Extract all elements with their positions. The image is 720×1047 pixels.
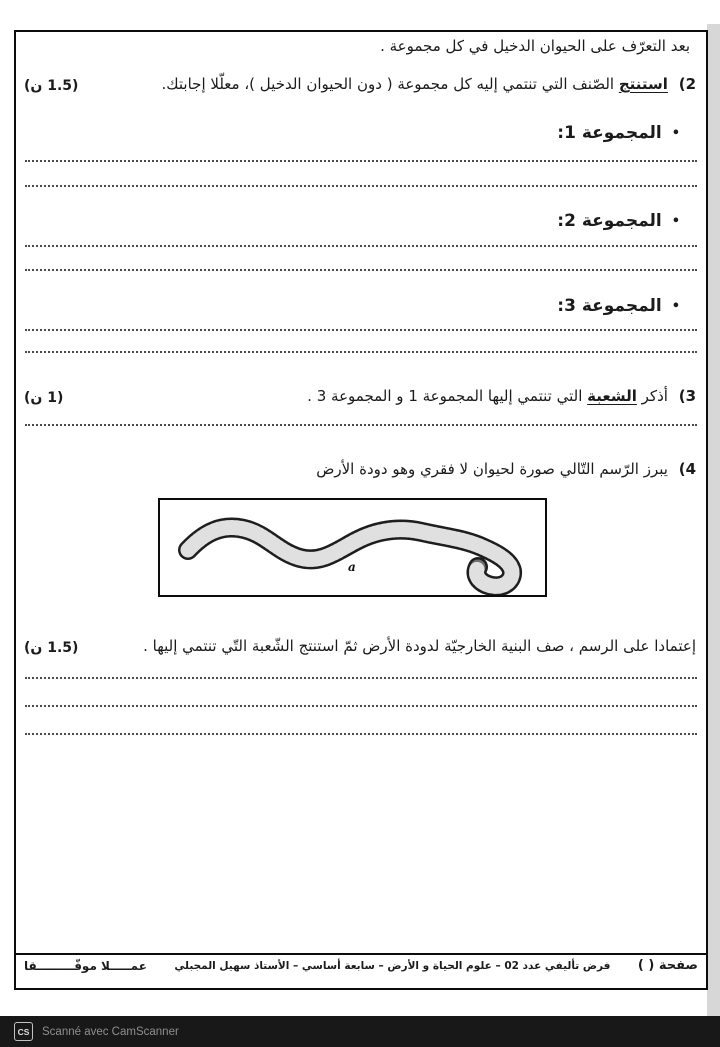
- group-2-heading: [557, 211, 680, 231]
- answer-dotted-line: [25, 245, 697, 247]
- answer-dotted-line: [25, 705, 697, 707]
- question-5-marks: (1.5 ن): [24, 640, 79, 656]
- answer-dotted-line: [25, 329, 697, 331]
- scan-shadow-edge: [707, 24, 720, 1018]
- question-3-keyword: الشعبة: [587, 387, 637, 405]
- bullet-icon: •: [671, 298, 680, 314]
- group-3-label: المجموعة 3:: [557, 296, 662, 316]
- question-2-verb: استنتج: [618, 75, 668, 93]
- answer-dotted-line: [25, 424, 697, 426]
- question-4-text: [316, 459, 696, 479]
- question-4-number: 4): [678, 460, 696, 478]
- group-3-heading: [557, 296, 680, 316]
- camscanner-logo-icon: CS: [14, 1022, 33, 1041]
- intro-line: بعد التعرّف على الحيوان الدخيل في كل مجموعة .: [380, 37, 690, 55]
- group-2-label: المجموعة 2:: [557, 211, 662, 231]
- question-3-text: [307, 386, 696, 406]
- camscanner-bar: [0, 1016, 720, 1047]
- answer-dotted-line: [25, 269, 697, 271]
- document-frame: [14, 30, 708, 990]
- footer-good-luck: عمـــــلا موفّـــــــــقا: [24, 958, 147, 973]
- earthworm-drawing: [160, 500, 545, 595]
- camscanner-label: Scanné avec CamScanner: [42, 1025, 179, 1038]
- question-2-marks: (1.5 ن): [24, 78, 79, 94]
- question-3-number: 3): [678, 387, 696, 405]
- question-3-rest: التي تنتمي إليها المجموعة 1 و المجموعة 3 .: [307, 387, 588, 405]
- figure-label: a: [348, 560, 356, 574]
- group-1-heading: [557, 123, 680, 143]
- question-3-row: [24, 386, 696, 408]
- footer: [24, 958, 698, 973]
- answer-dotted-line: [25, 733, 697, 735]
- question-4-row: [24, 459, 696, 479]
- question-3-pre: أذكر: [641, 387, 668, 405]
- bullet-icon: •: [671, 213, 680, 229]
- footer-page-label: صفحة ( ): [637, 958, 698, 973]
- bullet-icon: •: [671, 125, 680, 141]
- answer-dotted-line: [25, 677, 697, 679]
- footer-exam-info: فرض تأليفي عدد 02 – علوم الحياة و الأرض – سابعة أساسي – الأستاذ سهيل المجبلي: [174, 959, 611, 972]
- question-2-number: 2): [678, 75, 696, 93]
- group-1-label: المجموعة 1:: [557, 123, 662, 143]
- question-2-row: [24, 74, 696, 96]
- question-5-text: إعتمادا على الرسم ، صف البنية الخارجيّة لدودة الأرض ثمّ استنتج الشّعبة التّي تنتمي إليها .: [143, 637, 696, 655]
- answer-dotted-line: [25, 160, 697, 162]
- footer-separator: [14, 953, 708, 955]
- question-2-text: [162, 74, 697, 94]
- earthworm-figure: [158, 498, 547, 597]
- answer-dotted-line: [25, 351, 697, 353]
- question-4-rest: يبرز الرّسم التّالي صورة لحيوان لا فقري وهو دودة الأرض: [316, 460, 668, 478]
- question-5-row: [24, 636, 696, 658]
- question-2-rest: الصّنف التي تنتمي إليه كل مجموعة ( دون الحيوان الدخيل )، معلّلا إجابتك.: [161, 75, 619, 93]
- question-3-marks: (1 ن): [24, 390, 64, 406]
- answer-dotted-line: [25, 185, 697, 187]
